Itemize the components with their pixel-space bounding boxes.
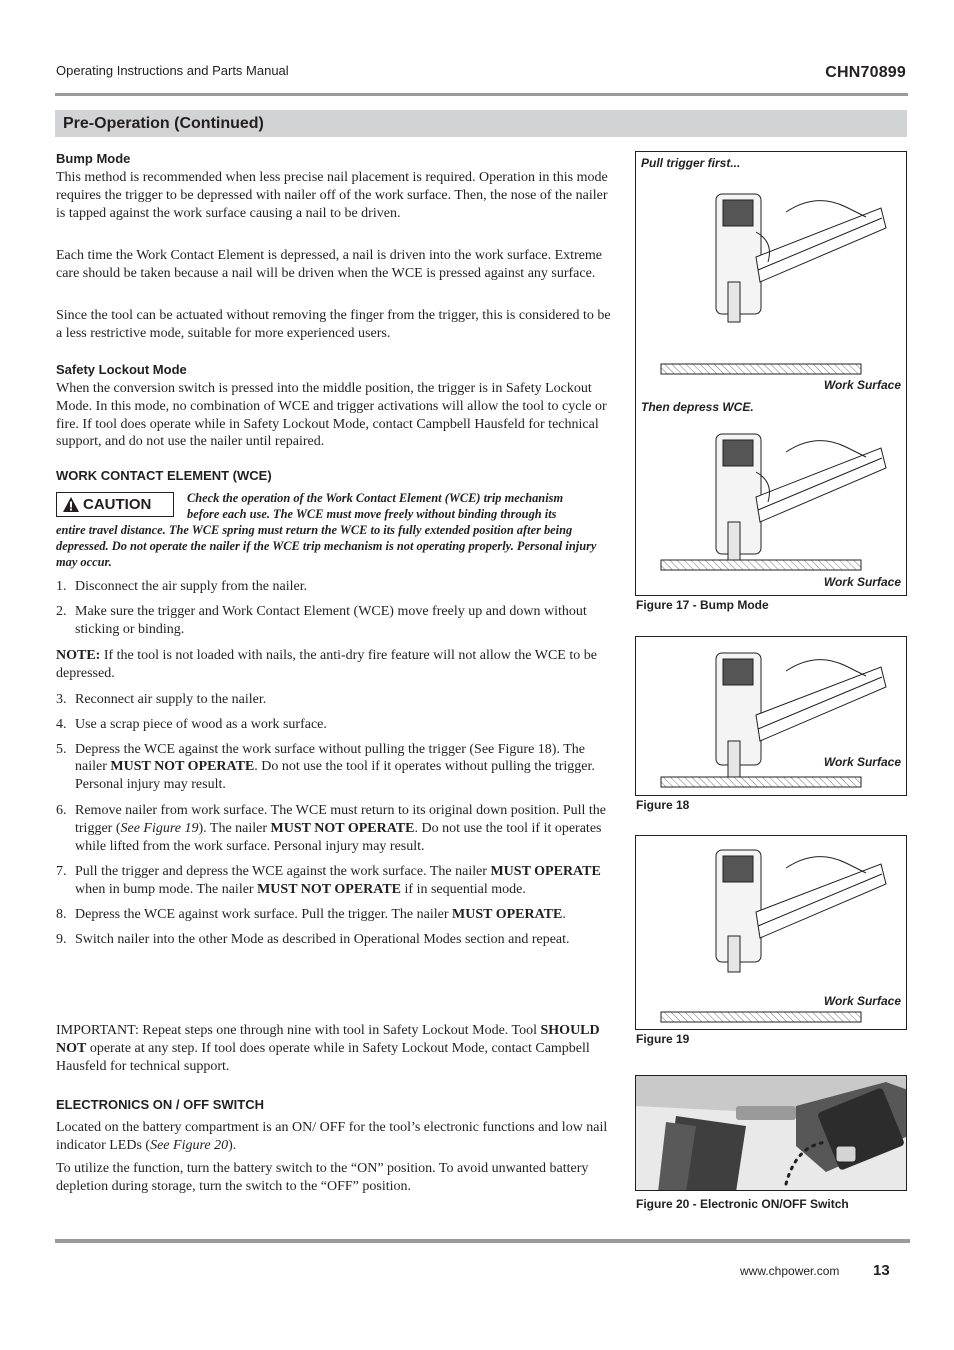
figure-17-caption: Figure 17 - Bump Mode xyxy=(636,598,769,612)
section-header-bar xyxy=(55,110,907,137)
bump-mode-paragraph-1: This method is recommended when less precise nail placement is required. Operation in this mode requires the trigger to be depressed with nailer off of the work surface. Then, the nose of the nailer is tapped against the work surface causing a nail to be driven. xyxy=(56,170,608,221)
list-item: 1. Disconnect the air supply from the nailer. xyxy=(56,579,308,594)
footer-url[interactable]: www.chpower.com xyxy=(740,1264,840,1278)
footer-divider xyxy=(55,1239,910,1243)
work-surface-label: Work Surface xyxy=(823,575,901,589)
nailer-illustration xyxy=(636,637,907,796)
important-note: IMPORTANT: Repeat steps one through nine with tool in Safety Lockout Mode. Tool SHOULD NOT operate at any step. If tool does operate while in Safety Lockout Mode, contact Campbell Hausfeld for technical support. xyxy=(56,1023,600,1074)
caution-text-rest: entire travel distance. The WCE spring must return the WCE to its fully extended position after being depressed. Do not operate the nailer if the WCE trip mechanism is not operating properly. Personal injury may occur. xyxy=(56,523,597,570)
wce-steps-3-9 xyxy=(56,691,616,949)
caution-text-line-1: Check the operation of the Work Contact Element (WCE) trip mechanism xyxy=(187,491,564,505)
electronics-heading: ELECTRONICS ON / OFF SWITCH xyxy=(56,1097,264,1112)
lockout-heading: Safety Lockout Mode xyxy=(56,362,187,377)
wce-note: NOTE: If the tool is not loaded with nails, the anti-dry fire feature will not allow the WCE to be depressed. xyxy=(56,648,597,681)
caution-label: CAUTION xyxy=(83,496,152,513)
wce-steps-1-2 xyxy=(56,578,616,638)
caution-text-line-2: before each use. The WCE must move freely without binding through its xyxy=(187,507,557,521)
list-item: 3. Reconnect air supply to the nailer. xyxy=(56,692,267,707)
figure-19-caption: Figure 19 xyxy=(636,1032,690,1046)
list-item: 8. Depress the WCE against work surface. Pull the trigger. The nailer MUST OPERATE. xyxy=(56,906,566,922)
figure-18-caption: Figure 18 xyxy=(636,798,690,812)
battery-switch-photo xyxy=(636,1076,907,1191)
figure-17-top-label: Pull trigger first... xyxy=(641,156,741,170)
figure-17-mid-label: Then depress WCE. xyxy=(641,400,754,414)
list-item: 6. Remove nailer from work surface. The WCE must return to its original down position. Pull the trigger (See Figure 19). The nailer MUST NOT OPERATE. Do not use the tool if it operates while lifted from the work surface. Personal injury may result. xyxy=(56,802,607,854)
section-title: Pre-Operation (Continued) xyxy=(63,115,264,132)
list-item: 2. Make sure the trigger and Work Contact Element (WCE) move freely up and down without sticking or binding. xyxy=(56,603,587,637)
bump-mode-heading: Bump Mode xyxy=(56,151,131,166)
caution-label-box xyxy=(56,492,174,517)
header-divider xyxy=(55,93,908,96)
header-title: Operating Instructions and Parts Manual xyxy=(56,63,289,78)
list-item: 4. Use a scrap piece of wood as a work surface. xyxy=(56,716,327,732)
list-item: 5. Depress the WCE against the work surface without pulling the trigger (See Figure 18). The nailer MUST NOT OPERATE. Do not use the tool if it operates without pulling the trigger. Personal injury may result. xyxy=(56,741,595,793)
bump-mode-paragraph-3: Since the tool can be actuated without removing the finger from the trigger, this is considered to be a less restrictive mode, suitable for more experienced users. xyxy=(56,308,611,341)
bump-mode-paragraph-2: Each time the Work Contact Element is depressed, a nail is driven into the work surface. Extreme care should be taken because a nail will be driven when the WCE is pressed against any surface. xyxy=(56,248,602,281)
list-item: 7. Pull the trigger and depress the WCE against the work surface. The nailer MUST OPERATE when in bump mode. The nailer MUST NOT OPERATE if in sequential mode. xyxy=(56,864,601,898)
electronics-paragraph-2: To utilize the function, turn the battery switch to the “ON” position. To avoid unwanted battery depletion during storage, turn the switch to the “OFF” position. xyxy=(56,1161,589,1194)
page-number: 13 xyxy=(873,1262,890,1279)
lockout-paragraph: When the conversion switch is pressed into the middle position, the trigger is in Safety Lockout Mode. In this mode, no combination of WCE and trigger activations will allow the tool to cycle or fire. If tool does operate while in Safety Lockout Mode, contact Campbell Hausfeld for technical support, and do not use the nailer until repaired. xyxy=(56,381,607,450)
figure-20-caption: Figure 20 - Electronic ON/OFF Switch xyxy=(636,1197,849,1211)
work-surface-label: Work Surface xyxy=(823,994,901,1008)
electronics-paragraph-1: Located on the battery compartment is an ON/ OFF for the tool’s electronic functions and low nail indicator LEDs (See Figure 20). xyxy=(56,1120,608,1153)
figure-19-frame xyxy=(635,835,907,1030)
list-item: 9. Switch nailer into the other Mode as described in Operational Modes section and repeat. xyxy=(56,931,570,947)
figure-18-frame xyxy=(635,636,907,796)
model-number: CHN70899 xyxy=(825,64,906,81)
warning-triangle-icon xyxy=(63,497,79,512)
work-surface-label: Work Surface xyxy=(823,755,901,769)
work-surface-label: Work Surface xyxy=(823,378,901,392)
figure-17-frame xyxy=(635,151,907,596)
wce-heading: WORK CONTACT ELEMENT (WCE) xyxy=(56,468,272,483)
figure-20-frame xyxy=(635,1075,907,1191)
nailer-illustration xyxy=(636,152,907,596)
